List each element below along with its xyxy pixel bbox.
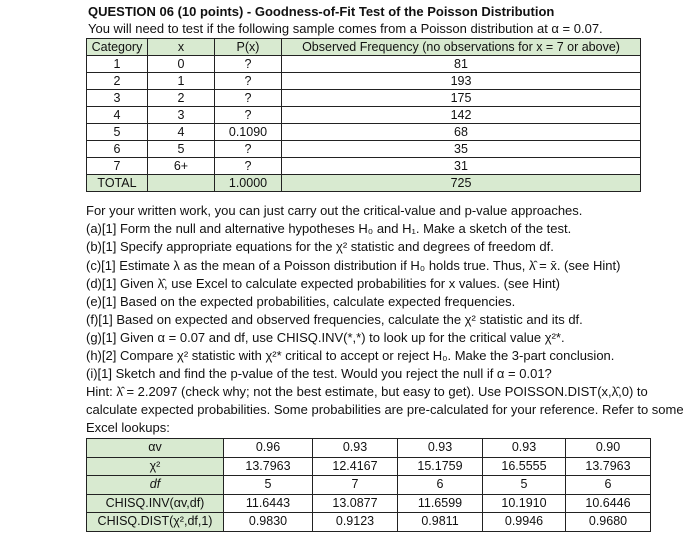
lookup-cell: 13.7963	[224, 457, 313, 476]
lookup-cell: 7	[313, 476, 398, 495]
lookup-label: df	[87, 476, 224, 495]
cell-category: 4	[87, 107, 148, 124]
instruction-b: (b)[1] Specify appropriate equations for the χ² statistic and degrees of freedom df.	[86, 239, 554, 254]
instruction-d: (d)[1] Given λ̂, use Excel to calculate expected probabilities for x values. (see Hint)	[86, 276, 560, 291]
total-observed: 725	[282, 175, 641, 192]
lookup-label: CHISQ.DIST(χ²,df,1)	[87, 513, 224, 532]
lookup-cell: 13.7963	[566, 457, 651, 476]
cell-observed: 142	[282, 107, 641, 124]
instruction-intro: For your written work, you can just carry out the critical-value and p-value approaches.	[86, 203, 583, 218]
cell-category: 5	[87, 124, 148, 141]
lookup-cell: 0.9123	[313, 513, 398, 532]
cell-px: 0.1090	[215, 124, 282, 141]
cell-x: 3	[148, 107, 215, 124]
cell-px: ?	[215, 56, 282, 73]
table-row	[87, 158, 641, 175]
table-row	[87, 141, 641, 158]
lookup-row	[87, 457, 651, 476]
cell-observed: 68	[282, 124, 641, 141]
lookup-cell: 0.96	[224, 439, 313, 458]
lookup-cell: 10.1910	[483, 494, 566, 513]
table-total-row	[87, 175, 641, 192]
total-px: 1.0000	[215, 175, 282, 192]
table-header-row	[87, 39, 641, 56]
lookup-cell: 16.5555	[483, 457, 566, 476]
excel-lookup-table	[86, 438, 651, 532]
lookup-row	[87, 494, 651, 513]
lookup-cell: 5	[224, 476, 313, 495]
cell-category: 1	[87, 56, 148, 73]
lookup-row	[87, 439, 651, 458]
cell-px: ?	[215, 158, 282, 175]
lookup-cell: 5	[483, 476, 566, 495]
question-title: QUESTION 06 (10 points) - Goodness-of-Fit Test of the Poisson Distribution	[88, 4, 555, 19]
header-category: Category	[87, 39, 148, 56]
total-label: TOTAL	[87, 175, 148, 192]
lookup-cell: 11.6443	[224, 494, 313, 513]
lookup-cell: 0.9811	[398, 513, 483, 532]
cell-category: 2	[87, 73, 148, 90]
instruction-e: (e)[1] Based on the expected probabilities, calculate expected frequencies.	[86, 294, 516, 309]
cell-category: 6	[87, 141, 148, 158]
instruction-i: (i)[1] Sketch and find the p-value of the test. Would you reject the null if α = 0.01?	[86, 366, 552, 381]
cell-px: ?	[215, 90, 282, 107]
lookup-cell: 15.1759	[398, 457, 483, 476]
lookup-cell: 6	[566, 476, 651, 495]
table-row	[87, 56, 641, 73]
lookup-cell: 0.90	[566, 439, 651, 458]
lookup-cell: 0.93	[483, 439, 566, 458]
cell-x: 0	[148, 56, 215, 73]
hint-text: Hint: λ̂ = 2.2097 (check why; not the best estimate, but easy to get). Use POISSON.DIST(x,λ̂,0) to calculate expected probabilities. Some probabilities are pre-calculated for your reference. Refer to some Excel lookups:	[86, 384, 684, 435]
header-px: P(x)	[215, 39, 282, 56]
cell-category: 7	[87, 158, 148, 175]
cell-x: 5	[148, 141, 215, 158]
table-row	[87, 73, 641, 90]
intro-text: You will need to test if the following sample comes from a Poisson distribution at α = 0.07.	[88, 21, 603, 36]
header-x: x	[148, 39, 215, 56]
cell-x: 1	[148, 73, 215, 90]
table-row	[87, 124, 641, 141]
lookup-label: αv	[87, 439, 224, 458]
lookup-cell: 11.6599	[398, 494, 483, 513]
cell-observed: 35	[282, 141, 641, 158]
instruction-g: (g)[1] Given α = 0.07 and df, use CHISQ.INV(*,*) to look up for the critical value χ²*.	[86, 330, 565, 345]
frequency-table	[86, 38, 641, 192]
table-row	[87, 90, 641, 107]
instruction-h: (h)[2] Compare χ² statistic with χ²* critical to accept or reject H₀. Make the 3-part conclusion.	[86, 348, 615, 363]
total-x	[148, 175, 215, 192]
cell-px: ?	[215, 107, 282, 124]
lookup-cell: 0.9680	[566, 513, 651, 532]
lookup-cell: 12.4167	[313, 457, 398, 476]
cell-x: 2	[148, 90, 215, 107]
instruction-c: (c)[1] Estimate λ as the mean of a Poisson distribution if H₀ holds true. Thus, λ̂ = x̄. (see Hint)	[86, 258, 621, 273]
lookup-cell: 6	[398, 476, 483, 495]
cell-px: ?	[215, 73, 282, 90]
cell-observed: 193	[282, 73, 641, 90]
lookup-cell: 0.93	[313, 439, 398, 458]
lookup-cell: 0.9946	[483, 513, 566, 532]
lookup-row	[87, 513, 651, 532]
lookup-cell: 10.6446	[566, 494, 651, 513]
instruction-a: (a)[1] Form the null and alternative hypotheses H₀ and H₁. Make a sketch of the test.	[86, 221, 572, 236]
table-row	[87, 107, 641, 124]
header-observed-frequency: Observed Frequency (no observations for x = 7 or above)	[282, 39, 641, 56]
cell-x: 4	[148, 124, 215, 141]
lookup-cell: 0.93	[398, 439, 483, 458]
cell-x: 6+	[148, 158, 215, 175]
instruction-f: (f)[1] Based on expected and observed frequencies, calculate the χ² statistic and its df.	[86, 312, 583, 327]
cell-observed: 31	[282, 158, 641, 175]
lookup-cell: 0.9830	[224, 513, 313, 532]
lookup-label: CHISQ.INV(αv,df)	[87, 494, 224, 513]
lookup-cell: 13.0877	[313, 494, 398, 513]
cell-category: 3	[87, 90, 148, 107]
lookup-row	[87, 476, 651, 495]
lookup-label: χ²	[87, 457, 224, 476]
cell-px: ?	[215, 141, 282, 158]
cell-observed: 81	[282, 56, 641, 73]
cell-observed: 175	[282, 90, 641, 107]
